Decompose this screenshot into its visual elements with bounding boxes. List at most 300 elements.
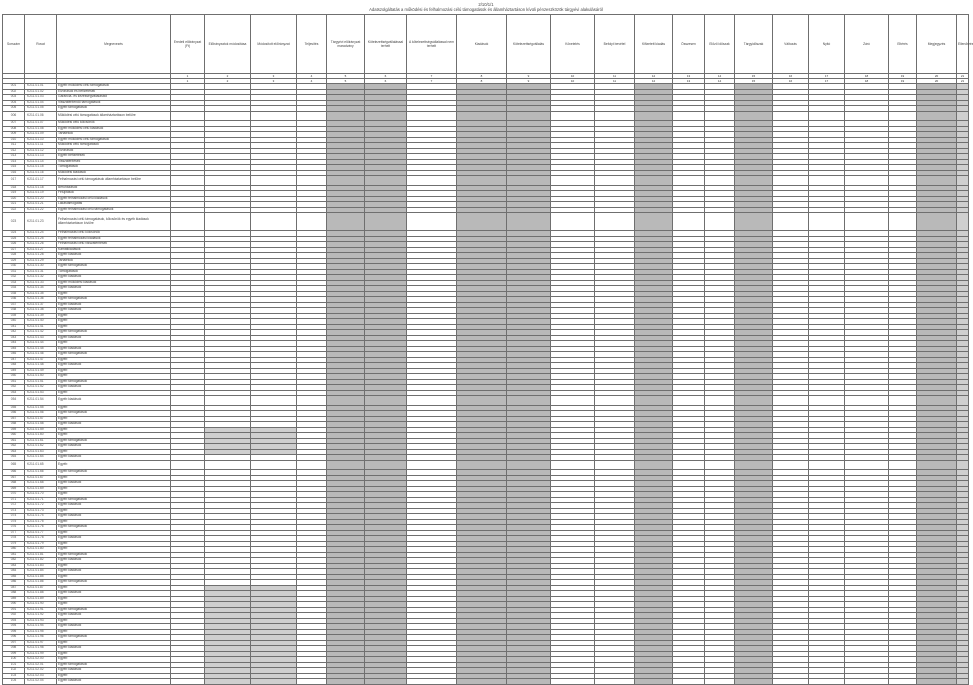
value-cell[interactable] bbox=[705, 396, 735, 406]
value-cell[interactable] bbox=[297, 176, 327, 186]
row-number: 026 bbox=[3, 242, 25, 248]
row-number: 014 bbox=[3, 159, 25, 165]
row-description: Egyéb felhalmozási célú kiadások bbox=[57, 196, 171, 202]
row-code: K211.01.86 bbox=[25, 580, 57, 586]
value-cell[interactable] bbox=[635, 460, 673, 470]
value-cell[interactable] bbox=[595, 176, 635, 186]
value-cell[interactable] bbox=[635, 111, 673, 121]
report-table-container bbox=[2, 14, 973, 683]
row-code: K211.01.91 bbox=[25, 607, 57, 613]
value-cell[interactable] bbox=[845, 176, 889, 186]
row-number: 083 bbox=[3, 563, 25, 569]
value-cell[interactable] bbox=[917, 111, 957, 121]
row-code: K211.01.19 bbox=[25, 191, 57, 197]
row-description: Egyéb támogatások bbox=[57, 264, 171, 270]
row-description: Egyéb kiadások bbox=[57, 363, 171, 369]
value-cell[interactable] bbox=[507, 176, 551, 186]
row-description: Egyéb bbox=[57, 416, 171, 422]
value-cell[interactable] bbox=[673, 111, 705, 121]
row-code: K211.01.06 bbox=[25, 111, 57, 121]
value-cell[interactable] bbox=[673, 213, 705, 231]
value-cell[interactable] bbox=[773, 111, 809, 121]
column-header: Megjegyzés bbox=[917, 15, 957, 74]
row-code: K211.01.25 bbox=[25, 236, 57, 242]
column-header: Előző időszak bbox=[705, 15, 735, 74]
row-number: 077 bbox=[3, 530, 25, 536]
column-header: Eredeti előirányzat (Ft) bbox=[171, 15, 205, 74]
row-code: K211.01.56 bbox=[25, 411, 57, 417]
row-description: Felhalmozási célú visszatérítések bbox=[57, 242, 171, 248]
row-number: 072 bbox=[3, 503, 25, 509]
value-cell[interactable] bbox=[171, 111, 205, 121]
row-code: K211.01.27 bbox=[25, 247, 57, 253]
row-code: K211.01.90 bbox=[25, 602, 57, 608]
row-description: Egyéb bbox=[57, 585, 171, 591]
row-number: 061 bbox=[3, 438, 25, 444]
row-number: 023 bbox=[3, 213, 25, 231]
row-number: 027 bbox=[3, 247, 25, 253]
value-cell[interactable] bbox=[507, 111, 551, 121]
value-cell[interactable] bbox=[327, 111, 365, 121]
value-cell[interactable] bbox=[171, 679, 205, 685]
value-cell[interactable] bbox=[705, 176, 735, 186]
value-cell[interactable] bbox=[251, 111, 297, 121]
row-code: K211.01.54 bbox=[25, 396, 57, 406]
row-description: Egyéb kiadások bbox=[57, 481, 171, 487]
row-description: Egyéb támogatások bbox=[57, 379, 171, 385]
value-cell[interactable] bbox=[171, 460, 205, 470]
row-number: 066 bbox=[3, 470, 25, 476]
row-description: Egyéb támogatások bbox=[57, 330, 171, 336]
value-cell[interactable] bbox=[809, 111, 845, 121]
value-cell[interactable] bbox=[917, 213, 957, 231]
row-number: 089 bbox=[3, 596, 25, 602]
column-header: Kötelezettségvállalással terhelt bbox=[365, 15, 407, 74]
row-code: K211.02.04 bbox=[25, 679, 57, 685]
row-number: 078 bbox=[3, 536, 25, 542]
value-cell[interactable] bbox=[957, 396, 969, 406]
row-code: K211.01.93 bbox=[25, 618, 57, 624]
value-cell[interactable] bbox=[507, 460, 551, 470]
row-code: K211.01.65 bbox=[25, 460, 57, 470]
value-cell[interactable] bbox=[457, 213, 507, 231]
value-cell[interactable] bbox=[705, 111, 735, 121]
value-cell[interactable] bbox=[773, 176, 809, 186]
row-description: Egyéb bbox=[57, 629, 171, 635]
row-code: K211.01.36 bbox=[25, 297, 57, 303]
value-cell[interactable] bbox=[673, 396, 705, 406]
value-cell[interactable] bbox=[957, 176, 969, 186]
value-cell[interactable] bbox=[365, 679, 407, 685]
row-code: K211.01.11 bbox=[25, 143, 57, 149]
row-number: 058 bbox=[3, 422, 25, 428]
value-cell[interactable] bbox=[365, 176, 407, 186]
row-code: K211.01.69 bbox=[25, 486, 57, 492]
row-description: Egyéb működési kiadások bbox=[57, 280, 171, 286]
row-number: 032 bbox=[3, 275, 25, 281]
value-cell[interactable] bbox=[297, 213, 327, 231]
value-cell[interactable] bbox=[457, 111, 507, 121]
value-cell[interactable] bbox=[551, 396, 595, 406]
row-description: Egyéb működési célú támogatások bbox=[57, 137, 171, 143]
value-cell[interactable] bbox=[735, 111, 773, 121]
row-number: 067 bbox=[3, 475, 25, 481]
value-cell[interactable] bbox=[845, 111, 889, 121]
column-number: 7 bbox=[407, 74, 457, 79]
value-cell[interactable] bbox=[551, 460, 595, 470]
value-cell[interactable] bbox=[171, 176, 205, 186]
value-cell[interactable] bbox=[635, 396, 673, 406]
row-number: 044 bbox=[3, 341, 25, 347]
value-cell[interactable] bbox=[595, 396, 635, 406]
row-number: 013 bbox=[3, 154, 25, 160]
value-cell[interactable] bbox=[845, 396, 889, 406]
row-number: 005 bbox=[3, 106, 25, 112]
row-code: K211.01.49 bbox=[25, 368, 57, 374]
row-description: Egyéb bbox=[57, 673, 171, 679]
value-cell[interactable] bbox=[809, 460, 845, 470]
value-cell[interactable] bbox=[251, 213, 297, 231]
column-number: 6 bbox=[365, 74, 407, 79]
value-cell[interactable] bbox=[809, 176, 845, 186]
value-cell[interactable] bbox=[457, 460, 507, 470]
value-cell[interactable] bbox=[297, 679, 327, 685]
row-description: Egyéb kiadások bbox=[57, 514, 171, 520]
row-code: K211.01.70 bbox=[25, 492, 57, 498]
row-description: Egyéb bbox=[57, 486, 171, 492]
value-cell[interactable] bbox=[327, 679, 365, 685]
form-code: 2/10/1/1 bbox=[478, 2, 494, 7]
row-description: Egyéb támogatások bbox=[57, 580, 171, 586]
value-cell[interactable] bbox=[205, 213, 251, 231]
row-number: 064 bbox=[3, 455, 25, 461]
row-description: Egyéb bbox=[57, 492, 171, 498]
row-number: 088 bbox=[3, 591, 25, 597]
value-cell[interactable] bbox=[407, 176, 457, 186]
column-number-secondary: 1 bbox=[171, 79, 205, 84]
column-header-row bbox=[3, 15, 969, 74]
row-description: Egyéb bbox=[57, 475, 171, 481]
value-cell[interactable] bbox=[407, 396, 457, 406]
column-number: 11 bbox=[595, 74, 635, 79]
column-number-secondary: 16 bbox=[773, 79, 809, 84]
row-code: K211.01.52 bbox=[25, 385, 57, 391]
value-cell[interactable] bbox=[957, 460, 969, 470]
row-number: 084 bbox=[3, 569, 25, 575]
row-number: 024 bbox=[3, 231, 25, 237]
value-cell[interactable] bbox=[917, 460, 957, 470]
row-number: 085 bbox=[3, 574, 25, 580]
row-code: K211.01.13 bbox=[25, 154, 57, 160]
row-description: Egyéb kiadások bbox=[57, 275, 171, 281]
value-cell[interactable] bbox=[889, 176, 917, 186]
row-description: Egyéb bbox=[57, 602, 171, 608]
row-description: Egyéb támogatások bbox=[57, 297, 171, 303]
row-number: 048 bbox=[3, 363, 25, 369]
value-cell[interactable] bbox=[251, 176, 297, 186]
column-number-secondary: 11 bbox=[595, 79, 635, 84]
column-number: 16 bbox=[773, 74, 809, 79]
row-description: Egyéb támogatások bbox=[57, 411, 171, 417]
row-description: Egyéb támogatások bbox=[57, 106, 171, 112]
row-code: K211.01.28 bbox=[25, 253, 57, 259]
value-cell[interactable] bbox=[297, 396, 327, 406]
row-code: K211.01.03 bbox=[25, 95, 57, 101]
row-number: 003 bbox=[3, 95, 25, 101]
row-code: K211.01.17 bbox=[25, 176, 57, 186]
value-cell[interactable] bbox=[457, 176, 507, 186]
row-description: Egyéb bbox=[57, 574, 171, 580]
value-cell[interactable] bbox=[327, 396, 365, 406]
value-cell[interactable] bbox=[957, 213, 969, 231]
page-header bbox=[0, 2, 972, 12]
row-number: 037 bbox=[3, 302, 25, 308]
column-number: 10 bbox=[551, 74, 595, 79]
row-number: 038 bbox=[3, 308, 25, 314]
value-cell[interactable] bbox=[773, 213, 809, 231]
value-cell[interactable] bbox=[845, 679, 889, 685]
row-number: 080 bbox=[3, 547, 25, 553]
value-cell[interactable] bbox=[957, 111, 969, 121]
column-header: Rovat bbox=[25, 15, 57, 74]
value-cell[interactable] bbox=[365, 111, 407, 121]
row-description: Kamatkiadások bbox=[57, 247, 171, 253]
value-cell[interactable] bbox=[507, 396, 551, 406]
value-cell[interactable] bbox=[551, 679, 595, 685]
row-number: 102 bbox=[3, 668, 25, 674]
row-description: Egyéb bbox=[57, 427, 171, 433]
value-cell[interactable] bbox=[327, 460, 365, 470]
row-code: K211.01.88 bbox=[25, 591, 57, 597]
row-number: 025 bbox=[3, 236, 25, 242]
column-header: Sorszám bbox=[3, 15, 25, 74]
value-cell[interactable] bbox=[327, 213, 365, 231]
row-description: Egyéb kiadások bbox=[57, 302, 171, 308]
value-cell[interactable] bbox=[845, 213, 889, 231]
value-cell[interactable] bbox=[735, 396, 773, 406]
value-cell[interactable] bbox=[551, 213, 595, 231]
row-description: Egyéb támogatások bbox=[57, 497, 171, 503]
row-code: K211.01.38 bbox=[25, 308, 57, 314]
row-number: 019 bbox=[3, 191, 25, 197]
row-code: K211.01.92 bbox=[25, 613, 57, 619]
row-description: Egyéb bbox=[57, 596, 171, 602]
column-number: 21 bbox=[957, 74, 969, 79]
row-number: 095 bbox=[3, 629, 25, 635]
row-description: Felhalmozási célú kölcsönök bbox=[57, 231, 171, 237]
value-cell[interactable] bbox=[457, 396, 507, 406]
value-cell[interactable] bbox=[595, 460, 635, 470]
value-cell[interactable] bbox=[595, 679, 635, 685]
value-cell[interactable] bbox=[809, 396, 845, 406]
value-cell[interactable] bbox=[297, 460, 327, 470]
value-cell[interactable] bbox=[507, 679, 551, 685]
value-cell[interactable] bbox=[251, 460, 297, 470]
value-cell[interactable] bbox=[917, 396, 957, 406]
row-number: 008 bbox=[3, 126, 25, 132]
value-cell[interactable] bbox=[551, 111, 595, 121]
row-code: K211.01.82 bbox=[25, 558, 57, 564]
row-code: K211.01.10 bbox=[25, 137, 57, 143]
value-cell[interactable] bbox=[457, 679, 507, 685]
row-code: K211.01.75 bbox=[25, 519, 57, 525]
column-header: Változás bbox=[773, 15, 809, 74]
row-number: 054 bbox=[3, 396, 25, 406]
value-cell[interactable] bbox=[171, 213, 205, 231]
value-cell[interactable] bbox=[917, 176, 957, 186]
value-cell[interactable] bbox=[735, 213, 773, 231]
row-description: Egyéb kiadások bbox=[57, 455, 171, 461]
value-cell[interactable] bbox=[365, 213, 407, 231]
value-cell[interactable] bbox=[205, 396, 251, 406]
value-cell[interactable] bbox=[507, 213, 551, 231]
row-number: 022 bbox=[3, 207, 25, 213]
row-code: K211.01.89 bbox=[25, 596, 57, 602]
row-code: K211.01.66 bbox=[25, 470, 57, 476]
row-number: 101 bbox=[3, 662, 25, 668]
value-cell[interactable] bbox=[205, 176, 251, 186]
row-description: Visszatérítések bbox=[57, 159, 171, 165]
value-cell[interactable] bbox=[957, 679, 969, 685]
row-code: K211.01.46 bbox=[25, 352, 57, 358]
table-row bbox=[3, 679, 969, 685]
column-number-secondary: 13 bbox=[673, 79, 705, 84]
row-number: 043 bbox=[3, 335, 25, 341]
value-cell[interactable] bbox=[673, 460, 705, 470]
row-number: 036 bbox=[3, 297, 25, 303]
row-number: 029 bbox=[3, 258, 25, 264]
row-number: 039 bbox=[3, 313, 25, 319]
value-cell[interactable] bbox=[673, 176, 705, 186]
value-cell[interactable] bbox=[889, 213, 917, 231]
row-description: Egyéb kiadások bbox=[57, 668, 171, 674]
value-cell[interactable] bbox=[809, 213, 845, 231]
value-cell[interactable] bbox=[297, 111, 327, 121]
row-description: Egyéb felhalmozási kiadások bbox=[57, 236, 171, 242]
row-code: K211.01.26 bbox=[25, 242, 57, 248]
value-cell[interactable] bbox=[595, 111, 635, 121]
value-cell[interactable] bbox=[735, 176, 773, 186]
row-code: K211.01.21 bbox=[25, 202, 57, 208]
value-cell[interactable] bbox=[773, 460, 809, 470]
row-code: K211.01.37 bbox=[25, 302, 57, 308]
row-number: 073 bbox=[3, 508, 25, 514]
row-description: Egyéb működési célú kiadások bbox=[57, 126, 171, 132]
row-description: Egyéb befizetések bbox=[57, 154, 171, 160]
value-cell[interactable] bbox=[365, 460, 407, 470]
row-number: 099 bbox=[3, 651, 25, 657]
value-cell[interactable] bbox=[635, 679, 673, 685]
value-cell[interactable] bbox=[635, 176, 673, 186]
value-cell[interactable] bbox=[917, 679, 957, 685]
row-description: Egyéb kiadások bbox=[57, 558, 171, 564]
value-cell[interactable] bbox=[889, 679, 917, 685]
row-number: 002 bbox=[3, 89, 25, 95]
row-code: K211.01.57 bbox=[25, 416, 57, 422]
column-number-secondary: 14 bbox=[705, 79, 735, 84]
value-cell[interactable] bbox=[365, 396, 407, 406]
value-cell[interactable] bbox=[205, 111, 251, 121]
table-row bbox=[3, 111, 969, 121]
value-cell[interactable] bbox=[773, 679, 809, 685]
row-code: K211.01.32 bbox=[25, 275, 57, 281]
row-description: Egyéb kiadások bbox=[57, 569, 171, 575]
value-cell[interactable] bbox=[705, 679, 735, 685]
value-cell[interactable] bbox=[205, 460, 251, 470]
row-number: 055 bbox=[3, 405, 25, 411]
row-number: 062 bbox=[3, 444, 25, 450]
column-header: Tárgyidőszak bbox=[735, 15, 773, 74]
value-cell[interactable] bbox=[551, 176, 595, 186]
row-code: K211.01.22 bbox=[25, 207, 57, 213]
value-cell[interactable] bbox=[735, 679, 773, 685]
row-description: Egyéb támogatások bbox=[57, 352, 171, 358]
row-description: Egyéb kiadások bbox=[57, 624, 171, 630]
value-cell[interactable] bbox=[205, 679, 251, 685]
column-number: 9 bbox=[507, 74, 551, 79]
value-cell[interactable] bbox=[171, 396, 205, 406]
value-cell[interactable] bbox=[735, 460, 773, 470]
row-code: K211.01.39 bbox=[25, 313, 57, 319]
row-code: K211.01.34 bbox=[25, 286, 57, 292]
row-description: Egyéb támogatások bbox=[57, 635, 171, 641]
row-number: 046 bbox=[3, 352, 25, 358]
value-cell[interactable] bbox=[635, 213, 673, 231]
value-cell[interactable] bbox=[407, 679, 457, 685]
value-cell[interactable] bbox=[845, 460, 889, 470]
value-cell[interactable] bbox=[595, 213, 635, 231]
column-header: Tárgyévi előirányzat maradvány bbox=[327, 15, 365, 74]
row-code: K211.01.81 bbox=[25, 552, 57, 558]
row-description: Egyéb bbox=[57, 390, 171, 396]
row-number: 069 bbox=[3, 486, 25, 492]
table-row bbox=[3, 176, 969, 186]
row-description: Egyéb bbox=[57, 319, 171, 325]
row-number: 031 bbox=[3, 269, 25, 275]
value-cell[interactable] bbox=[251, 396, 297, 406]
row-code: K211.01.04 bbox=[25, 100, 57, 106]
row-code: K211.01.84 bbox=[25, 569, 57, 575]
value-cell[interactable] bbox=[327, 176, 365, 186]
value-cell[interactable] bbox=[773, 396, 809, 406]
row-code: K211.01.02 bbox=[25, 89, 57, 95]
row-number: 104 bbox=[3, 679, 25, 685]
column-number-secondary: 9 bbox=[507, 79, 551, 84]
value-cell[interactable] bbox=[809, 679, 845, 685]
value-cell[interactable] bbox=[251, 679, 297, 685]
row-description: Egyéb bbox=[57, 519, 171, 525]
column-number-secondary: 15 bbox=[735, 79, 773, 84]
column-number: 17 bbox=[809, 74, 845, 79]
row-number: 009 bbox=[3, 132, 25, 138]
value-cell[interactable] bbox=[407, 111, 457, 121]
row-code: K211.01.23 bbox=[25, 213, 57, 231]
value-cell[interactable] bbox=[673, 679, 705, 685]
column-number: 15 bbox=[735, 74, 773, 79]
value-cell[interactable] bbox=[889, 460, 917, 470]
row-number: 075 bbox=[3, 519, 25, 525]
column-number: 8 bbox=[457, 74, 507, 79]
value-cell[interactable] bbox=[889, 111, 917, 121]
value-cell[interactable] bbox=[407, 213, 457, 231]
row-number: 074 bbox=[3, 514, 25, 520]
value-cell[interactable] bbox=[889, 396, 917, 406]
value-cell[interactable] bbox=[407, 460, 457, 470]
value-cell[interactable] bbox=[705, 460, 735, 470]
row-code: K211.01.64 bbox=[25, 455, 57, 461]
row-description: Felújítások bbox=[57, 191, 171, 197]
value-cell[interactable] bbox=[705, 213, 735, 231]
